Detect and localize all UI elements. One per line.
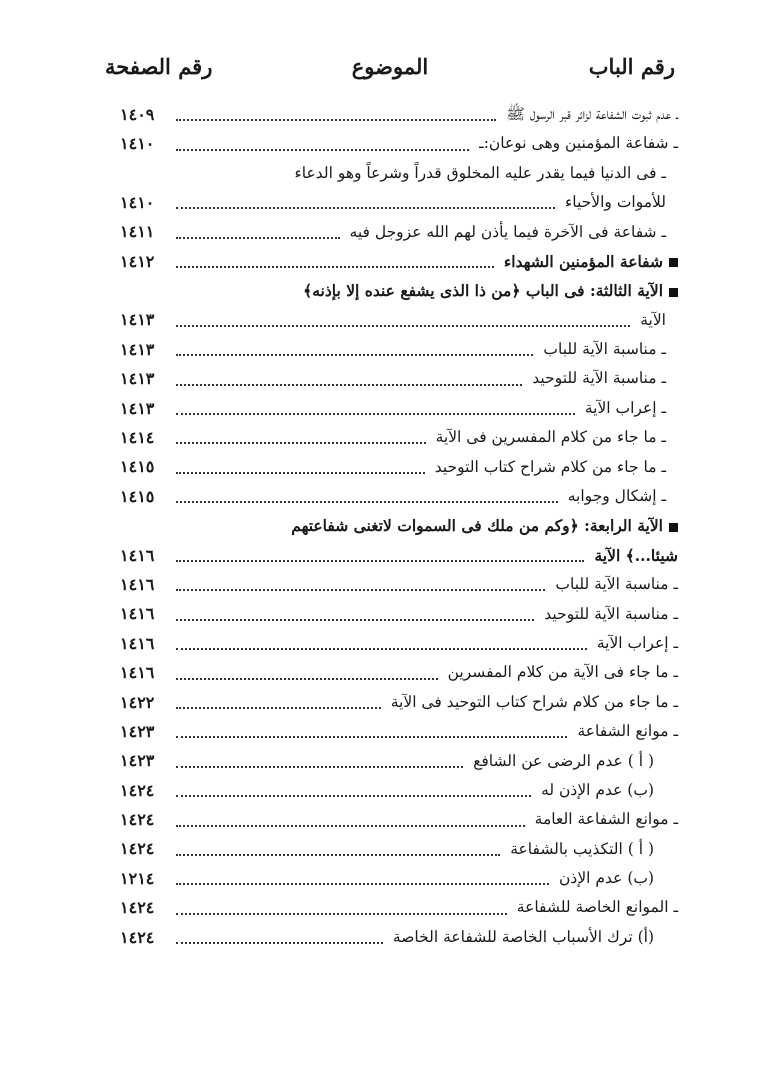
toc-entry-title: ـ ما جاء من كلام شراح كتاب التوحيد فى الآية	[390, 692, 678, 711]
toc-entry-title: ـ ما جاء من كلام شراح كتاب التوحيد	[434, 457, 666, 476]
toc-entry-page: ١٤٠٩	[120, 104, 155, 124]
toc-entry	[120, 864, 678, 893]
toc-entry	[120, 570, 678, 599]
toc-entry-title: ( أ ) عدم الرضى عن الشافع	[473, 751, 654, 770]
toc-entry-page: ١٤٢٤	[120, 927, 155, 947]
toc-entry	[120, 394, 678, 423]
square-bullet-icon	[669, 288, 678, 297]
toc-entry	[120, 894, 678, 923]
toc-entry-title: (أ) ترك الأسباب الخاصة للشفاعة الخاصة	[392, 927, 654, 946]
toc-entry-page: ١٤١٠	[120, 134, 155, 154]
toc-entry	[120, 717, 678, 746]
toc-entry	[120, 688, 678, 717]
toc-entry	[120, 188, 678, 217]
topic-heading: الموضوع	[351, 54, 429, 79]
square-bullet-icon	[669, 258, 678, 267]
toc-entry-title: ـ مناسبة الآية للتوحيد	[544, 604, 678, 623]
toc-entry-page: ١٤١٦	[120, 663, 155, 683]
toc-entry	[120, 159, 678, 188]
toc-entry-title: ـ ما جاء من كلام المفسرين فى الآية	[435, 428, 666, 447]
dot-leader	[176, 941, 383, 944]
toc-entry-title: ـ فى الدنيا فيما يقدر عليه المخلوق قدراً وشرعاً وهو الدعاء	[294, 163, 666, 182]
toc-list	[120, 100, 678, 952]
toc-entry-page: ١٤١٦	[120, 574, 155, 594]
toc-entry-title: الآية	[640, 310, 666, 329]
dot-leader	[176, 206, 555, 209]
dot-leader	[176, 353, 533, 356]
dot-leader	[176, 824, 525, 827]
dot-leader	[176, 148, 469, 151]
toc-entry-page: ١٤١٦	[120, 633, 155, 653]
dot-leader	[176, 588, 545, 591]
dot-leader	[176, 500, 558, 503]
toc-entry-title: ـ إعراب الآية	[584, 398, 666, 417]
dot-leader	[176, 618, 534, 621]
toc-entry	[120, 365, 678, 394]
toc-entry-title: (ب) عدم الإذن	[559, 869, 654, 888]
toc-entry-title: ـ مناسبة الآية للتوحيد	[532, 369, 666, 388]
toc-entry-page: ١٤٢٢	[120, 692, 155, 712]
toc-entry-title: ـ إعراب الآية	[596, 633, 678, 652]
toc-section-entry	[120, 511, 678, 540]
toc-entry-page: ١٢١٤	[120, 868, 155, 888]
toc-entry	[120, 218, 678, 247]
toc-entry-page: ١٤١١	[120, 222, 155, 242]
toc-entry-title: للأموات والأحياء	[564, 193, 666, 212]
toc-entry-title: ـ إشكال وجوابه	[567, 487, 666, 506]
chapter-number-heading: رقم الباب	[588, 54, 675, 79]
dot-leader	[176, 265, 494, 268]
toc-entry-page: ١٤٢٣	[120, 751, 155, 771]
toc-entry-title: الآية الرابعة: ﴿وكم من ملك فى السموات لاتغنى شفاعتهم	[291, 516, 663, 536]
dot-leader	[176, 853, 500, 856]
toc-entry-page: ١٤١٣	[120, 310, 155, 330]
dot-leader	[176, 559, 584, 562]
dot-leader	[176, 735, 567, 738]
toc-section-entry	[120, 276, 678, 305]
dot-leader	[176, 912, 507, 915]
toc-entry	[120, 747, 678, 776]
toc-entry-page: ١٤٢٤	[120, 839, 155, 859]
dot-leader	[176, 118, 496, 121]
toc-entry-page: ١٤١٦	[120, 604, 155, 624]
toc-entry-page: ١٤١٦	[120, 545, 155, 565]
dot-leader	[176, 412, 575, 415]
toc-entry-page: ١٤٢٤	[120, 810, 155, 830]
toc-entry-page: ١٤١٥	[120, 457, 155, 477]
toc-entry-title: ـ شفاعة المؤمنين وهى نوعان:ـ	[479, 134, 678, 153]
toc-entry-page: ١٤٢٤	[120, 780, 155, 800]
toc-section-entry	[120, 541, 678, 570]
dot-leader	[176, 383, 522, 386]
toc-entry-title: شفاعة المؤمنين الشهداء	[503, 251, 663, 271]
dot-leader	[176, 236, 340, 239]
toc-entry	[120, 629, 678, 658]
toc-entry	[120, 129, 678, 158]
dot-leader	[176, 706, 381, 709]
toc-section-entry	[120, 247, 678, 276]
square-bullet-icon	[669, 523, 678, 532]
toc-entry-title: ـ مناسبة الآية للباب	[543, 340, 666, 359]
toc-header	[105, 54, 675, 88]
toc-entry-title: ـ موانع الشفاعة العامة	[534, 810, 678, 829]
toc-entry-page: ١٤١٥	[120, 486, 155, 506]
toc-entry-page: ١٤١٣	[120, 369, 155, 389]
dot-leader	[176, 765, 463, 768]
toc-entry-title: ـ مناسبة الآية للباب	[555, 575, 678, 594]
toc-entry-title: (ب) عدم الإذن له	[541, 780, 654, 799]
toc-entry	[120, 923, 678, 952]
toc-entry	[120, 805, 678, 834]
toc-entry-page: ١٤٢٣	[120, 721, 155, 741]
toc-entry	[120, 453, 678, 482]
toc-entry	[120, 482, 678, 511]
page-number-heading: رقم الصفحة	[105, 54, 213, 79]
toc-entry-page: ١٤١٢	[120, 251, 155, 271]
dot-leader	[176, 647, 587, 650]
toc-entry-page: ١٤٢٤	[120, 898, 155, 918]
toc-entry	[120, 306, 678, 335]
dot-leader	[176, 441, 426, 444]
toc-entry-title: ـ شفاعة فى الآخرة فيما يأذن لهم الله عزوجل فيه	[349, 222, 666, 241]
dot-leader	[176, 471, 425, 474]
toc-entry-title: شيئا...﴾ الآية	[594, 545, 678, 565]
toc-entry-page: ١٤١٤	[120, 427, 155, 447]
dot-leader	[176, 794, 531, 797]
toc-entry	[120, 335, 678, 364]
toc-entry	[120, 423, 678, 452]
toc-entry-title: ـ عدم ثبوت الشفاعة لزائر قبر الرسول ﷺ	[506, 104, 678, 123]
toc-entry-title: ـ موانع الشفاعة	[577, 722, 678, 741]
dot-leader	[176, 882, 549, 885]
toc-entry	[120, 835, 678, 864]
dot-leader	[176, 324, 630, 327]
toc-entry	[120, 600, 678, 629]
toc-entry-title: الآية الثالثة: فى الباب ﴿من ذا الذى يشفع عنده إلا بإذنه﴾	[303, 281, 663, 301]
toc-entry	[120, 776, 678, 805]
toc-entry-title: ـ الموانع الخاصة للشفاعة	[516, 898, 678, 917]
toc-entry-title: ـ ما جاء فى الآية من كلام المفسرين	[447, 663, 678, 682]
toc-entry	[120, 100, 678, 129]
dot-leader	[176, 677, 438, 680]
toc-entry-page: ١٤١٣	[120, 339, 155, 359]
toc-entry-page: ١٤١٣	[120, 398, 155, 418]
toc-entry-page: ١٤١٠	[120, 192, 155, 212]
toc-entry	[120, 658, 678, 687]
toc-entry-title: ( أ ) التكذيب بالشفاعة	[510, 839, 654, 858]
